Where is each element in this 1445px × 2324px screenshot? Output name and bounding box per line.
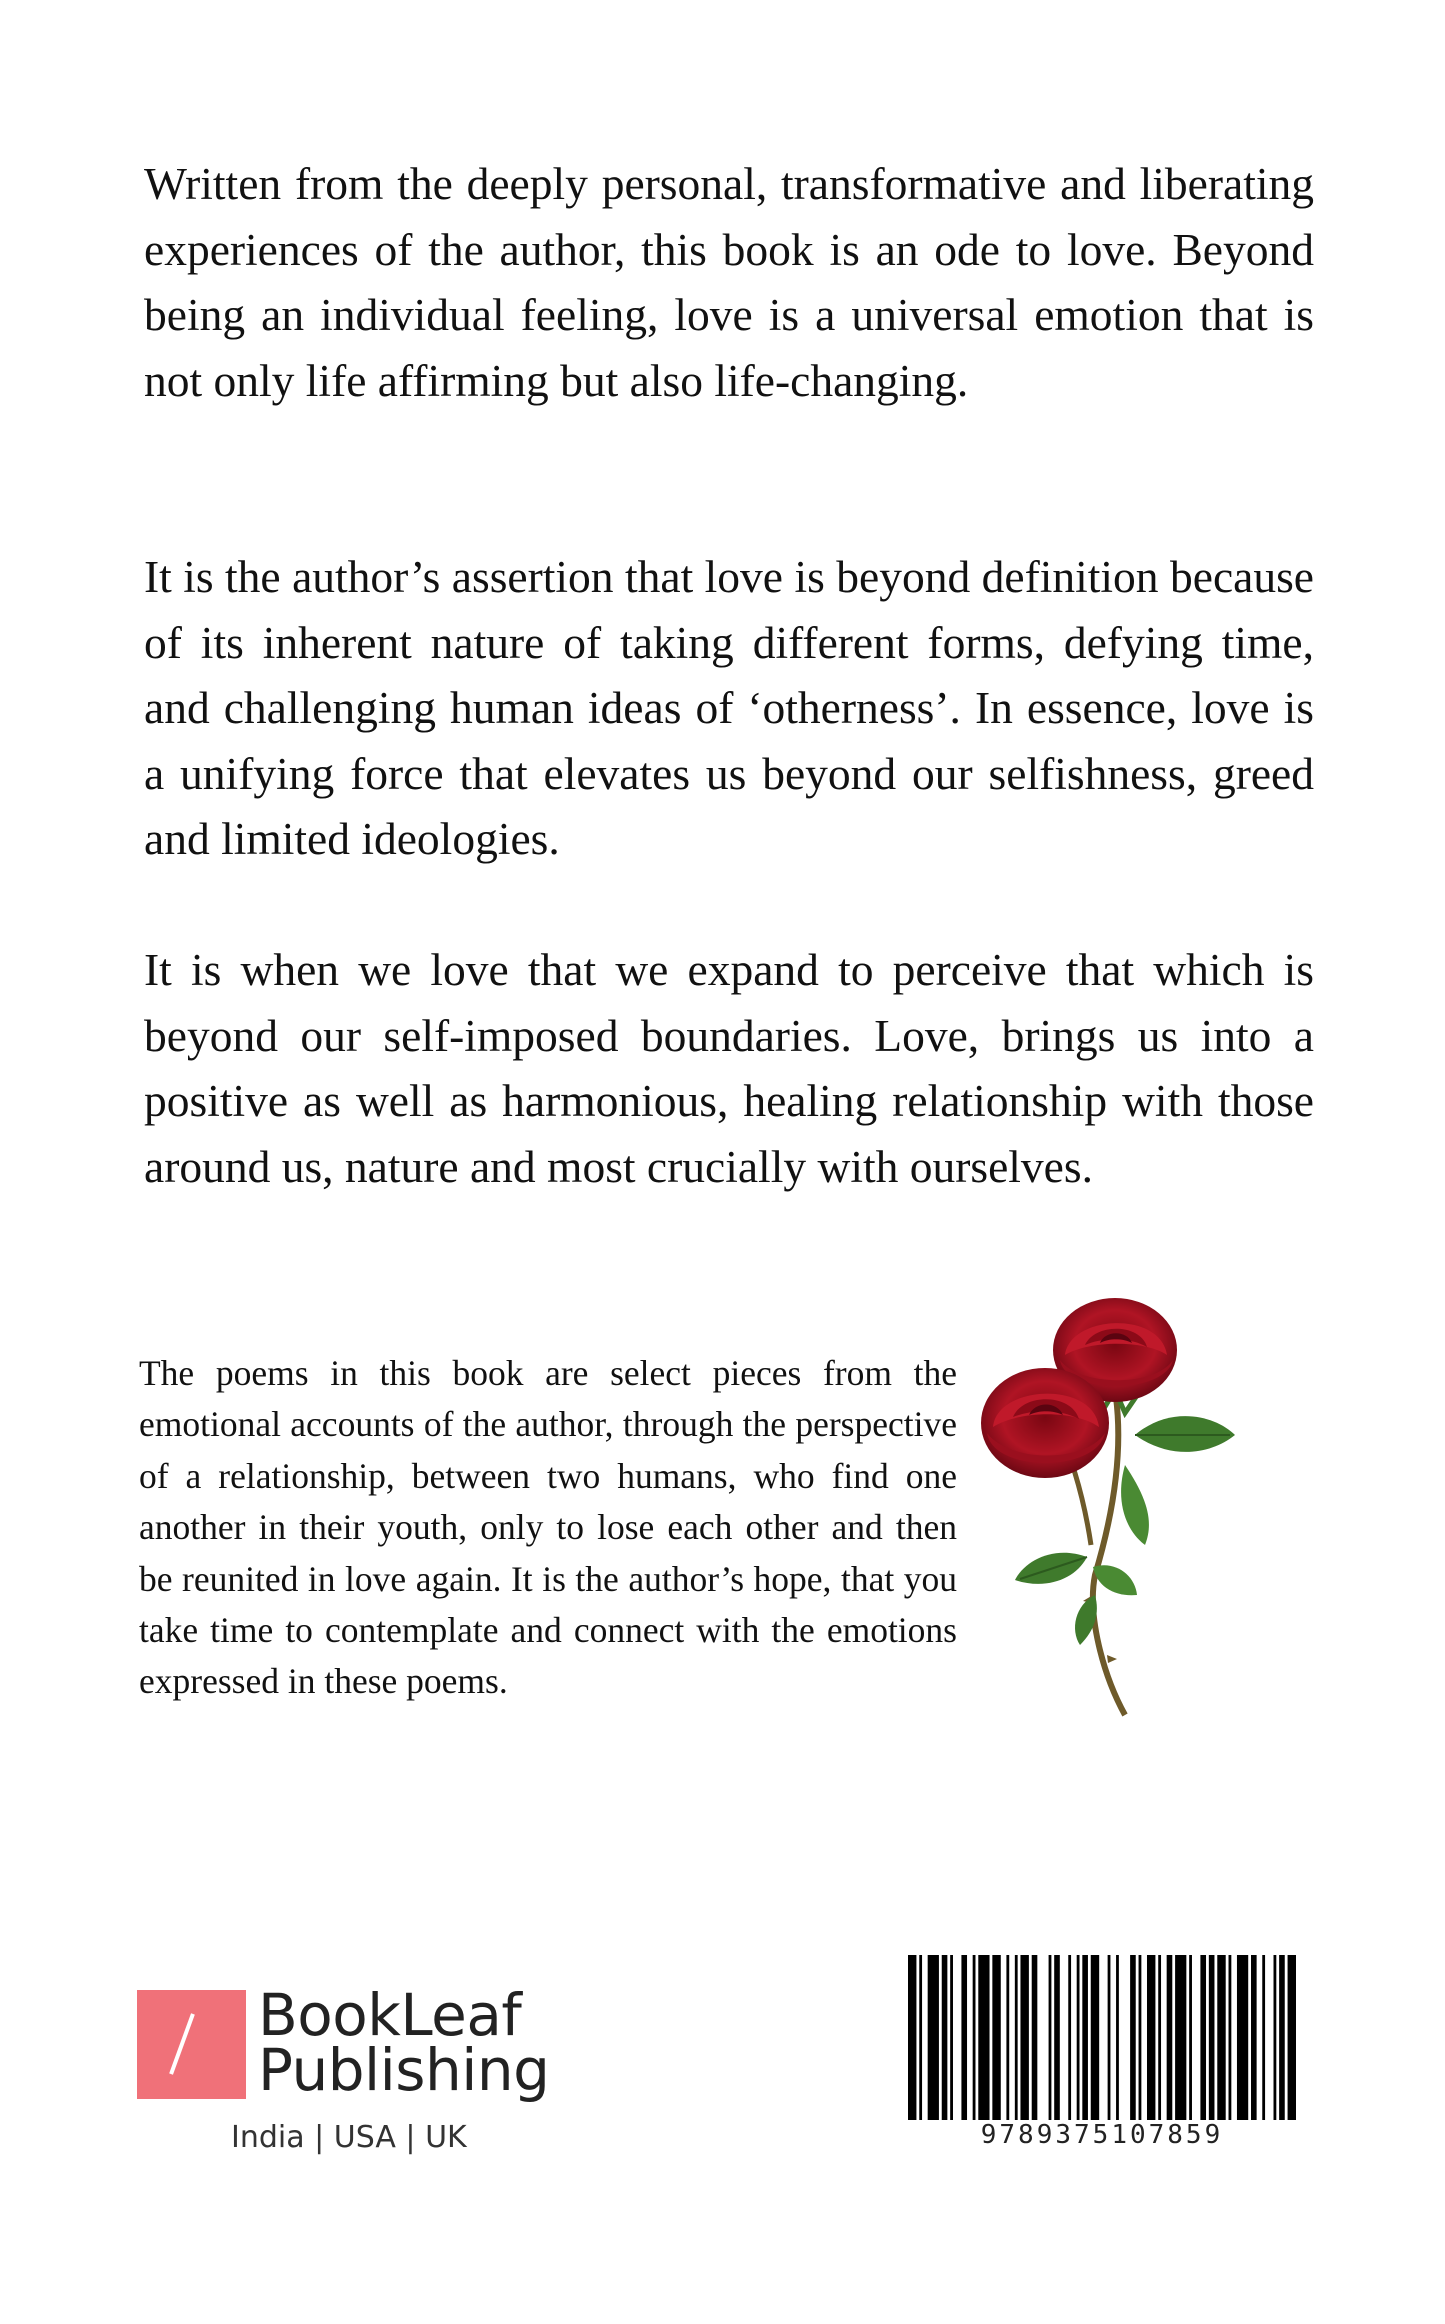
barcode-bar bbox=[1068, 1955, 1071, 2120]
barcode-bar bbox=[1288, 1955, 1296, 2120]
barcode-bar bbox=[1020, 1955, 1028, 2120]
barcode-bar bbox=[1054, 1955, 1060, 2120]
barcode-bar bbox=[1262, 1955, 1265, 2120]
barcode-bar bbox=[978, 1955, 989, 2120]
barcode-bar bbox=[1130, 1955, 1136, 2120]
barcode-bar bbox=[1175, 1955, 1186, 2120]
isbn-number: 9789375107859 bbox=[980, 2120, 1224, 2150]
barcode-bar bbox=[1139, 1955, 1142, 2120]
blurb-paragraph-4: The poems in this book are select pieces from the emotional accounts of the author, through the perspective of a relationship, between two humans, who find one another in their youth, only to lose each other and then be reunited in love again. It is the author’s hope, that you take time to contemplate and connect with the emotions expressed in these poems. bbox=[139, 1353, 957, 1702]
barcode-bar bbox=[1108, 1955, 1111, 2120]
barcode-bar bbox=[1229, 1955, 1232, 2120]
barcode-bar bbox=[1274, 1955, 1277, 2120]
barcode-bars bbox=[908, 1955, 1296, 2120]
rose-illustration bbox=[975, 1295, 1280, 1740]
barcode-bar bbox=[1209, 1955, 1215, 2120]
barcode-bar bbox=[1237, 1955, 1248, 2120]
barcode-bar bbox=[950, 1955, 953, 2120]
barcode-bar bbox=[1189, 1955, 1192, 2120]
barcode-bar bbox=[1116, 1955, 1119, 2120]
publisher-regions: India | USA | UK bbox=[231, 2120, 467, 2155]
blurb-paragraph-2: It is the author’s assertion that love is beyond definition because of its inherent nature of taking different forms, defying time, and challenging human ideas of ‘otherness’. In essence, love is a unifying force that elevates us beyond our selfishness, greed and limited ideologies. bbox=[144, 551, 1314, 865]
barcode-bar bbox=[1200, 1955, 1206, 2120]
barcode-bar bbox=[1006, 1955, 1009, 2120]
publisher-name-line-2: Publishing bbox=[258, 2036, 550, 2104]
blurb-paragraph-1: Written from the deeply personal, transformative and liberating experiences of the author, this book is an ode to love. Beyond being an individual feeling, love is a universal emotion that is not only life affirming but also life-changing. bbox=[144, 158, 1314, 406]
barcode-bar bbox=[1015, 1955, 1018, 2120]
slash-icon bbox=[169, 2013, 195, 2075]
red-roses-icon bbox=[975, 1295, 1280, 1740]
barcode-bar bbox=[1217, 1955, 1225, 2120]
barcode-bar bbox=[973, 1955, 976, 2120]
publisher-name-line-1: BookLeaf bbox=[258, 1981, 522, 2049]
publisher-logo bbox=[137, 1981, 557, 2160]
barcode-bar bbox=[1082, 1955, 1088, 2120]
barcode-bar bbox=[1091, 1955, 1099, 2120]
barcode-bar bbox=[992, 1955, 1000, 2120]
barcode-bar bbox=[1147, 1955, 1155, 2120]
logo-mark bbox=[137, 1990, 246, 2099]
barcode-bar bbox=[1049, 1955, 1052, 2120]
barcode-bar bbox=[919, 1955, 922, 2120]
barcode-bar bbox=[1251, 1955, 1257, 2120]
barcode-bar bbox=[1077, 1955, 1080, 2120]
barcode-bar bbox=[1032, 1955, 1038, 2120]
blurb-paragraph-3: It is when we love that we expand to perceive that which is beyond our self-imposed boundaries. Love, brings us into a positive as well as harmonious, healing relationship with those around us, nature and most crucially with ourselves. bbox=[144, 944, 1314, 1192]
barcode-bar bbox=[961, 1955, 967, 2120]
barcode-bar bbox=[1167, 1955, 1173, 2120]
barcode bbox=[908, 1955, 1296, 2120]
barcode-bar bbox=[928, 1955, 939, 2120]
barcode-bar bbox=[908, 1955, 916, 2120]
barcode-bar bbox=[942, 1955, 948, 2120]
barcode-bar bbox=[1158, 1955, 1161, 2120]
barcode-bar bbox=[1279, 1955, 1285, 2120]
